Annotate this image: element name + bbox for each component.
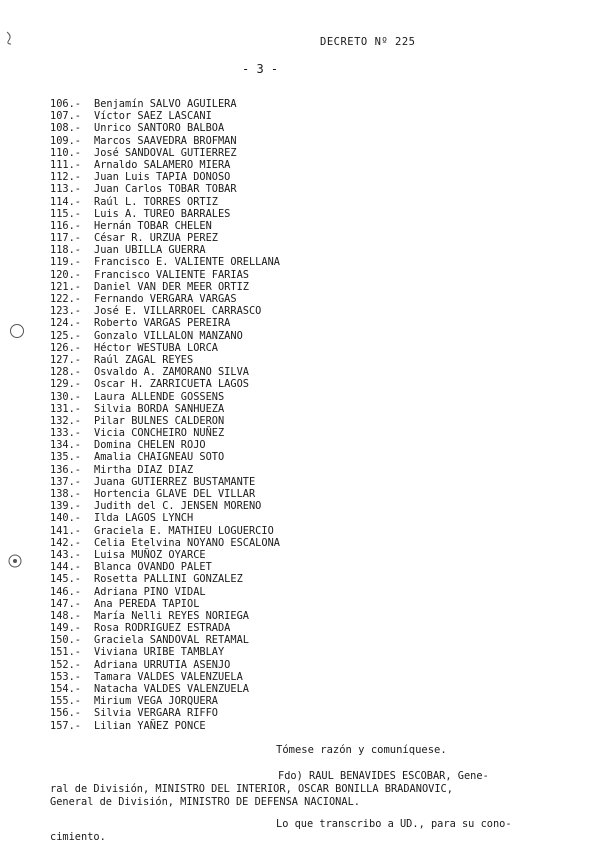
entry-number: 113.- <box>50 183 81 196</box>
decree-reference: DECRETO Nº 225 <box>320 36 416 48</box>
entry-number: 149.- <box>50 622 81 635</box>
entry-number: 156.- <box>50 707 81 720</box>
entry-number: 118.- <box>50 244 81 257</box>
entry-name: Juan Carlos TOBAR TOBAR <box>94 183 237 196</box>
list-item <box>50 305 280 317</box>
entry-number: 143.- <box>50 548 81 561</box>
entry-name: Mirtha DIAZ DIAZ <box>94 463 194 476</box>
list-item <box>50 98 280 110</box>
list-item <box>50 439 280 451</box>
entry-number: 115.- <box>50 207 81 220</box>
entry-name: Graciela SANDOVAL RETAMAL <box>94 634 249 647</box>
entry-number: 126.- <box>50 341 81 354</box>
list-item <box>50 549 280 561</box>
entry-name: Daniel VAN DER MEER ORTIZ <box>94 280 249 293</box>
list-item <box>50 707 280 719</box>
list-item <box>50 659 280 671</box>
entry-name: Héctor WESTUBA LORCA <box>94 341 218 354</box>
entry-number: 138.- <box>50 488 81 500</box>
signature-line: Fdo) RAUL BENAVIDES ESCOBAR, Gene- <box>278 770 489 782</box>
list-item <box>50 256 280 268</box>
list-item <box>50 622 280 634</box>
entry-number: 125.- <box>50 329 81 342</box>
punch-hole-mark <box>6 552 24 570</box>
entry-number: 109.- <box>50 134 81 147</box>
entry-number: 152.- <box>50 658 81 671</box>
list-item <box>50 720 280 732</box>
entry-name: José E. VILLARROEL CARRASCO <box>94 305 262 318</box>
entry-number: 136.- <box>50 463 81 476</box>
entry-name: Viviana URIBE TAMBLAY <box>94 646 225 659</box>
list-item <box>50 391 280 403</box>
entry-number: 142.- <box>50 536 81 549</box>
entry-name: Silvia BORDA SANHUEZA <box>94 402 225 415</box>
entry-name: Oscar H. ZARRICUETA LAGOS <box>94 378 249 391</box>
entry-number: 119.- <box>50 256 81 269</box>
list-item <box>50 330 280 342</box>
entry-number: 145.- <box>50 573 81 586</box>
entry-number: 139.- <box>50 500 81 513</box>
entry-name: Tamara VALDES VALENZUELA <box>94 670 243 683</box>
list-item <box>50 646 280 658</box>
list-item <box>50 159 280 171</box>
entry-number: 147.- <box>50 597 81 610</box>
transmittal-note <box>50 818 550 844</box>
entry-name: Juana GUTIERREZ BUSTAMANTE <box>94 475 256 488</box>
entry-name: Juan UBILLA GUERRA <box>94 244 206 257</box>
entry-number: 112.- <box>50 171 81 184</box>
entry-name: Roberto VARGAS PEREIRA <box>94 317 231 330</box>
entry-number: 114.- <box>50 195 81 208</box>
entry-name: César R. URZUA PEREZ <box>94 232 218 245</box>
entry-name: Luis A. TUREO BARRALES <box>94 207 231 220</box>
entry-number: 107.- <box>50 110 81 123</box>
entry-number: 120.- <box>50 268 81 281</box>
list-item <box>50 135 280 147</box>
entry-number: 128.- <box>50 366 81 379</box>
list-item <box>50 244 280 256</box>
entry-number: 148.- <box>50 609 81 622</box>
list-item <box>50 695 280 707</box>
entry-number: 117.- <box>50 232 81 245</box>
entry-number: 137.- <box>50 475 81 488</box>
entry-name: Francisco VALIENTE FARIAS <box>94 268 249 281</box>
list-item <box>50 415 280 427</box>
entry-name: Graciela E. MATHIEU LOGUERCIO <box>94 524 274 537</box>
list-item <box>50 342 280 354</box>
entry-number: 134.- <box>50 439 81 452</box>
entry-name: Raúl ZAGAL REYES <box>94 353 194 366</box>
entry-name: Francisco E. VALIENTE ORELLANA <box>94 256 280 269</box>
entry-number: 110.- <box>50 146 81 159</box>
entry-number: 157.- <box>50 719 81 732</box>
entry-number: 140.- <box>50 512 81 525</box>
entry-number: 130.- <box>50 390 81 403</box>
list-item <box>50 634 280 646</box>
entry-number: 135.- <box>50 451 81 464</box>
list-item <box>50 403 280 415</box>
entry-name: Celia Etelvina NOYANO ESCALONA <box>94 536 280 549</box>
entry-name: Vicia CONCHEIRO NUÑEZ <box>94 427 225 440</box>
list-item <box>50 671 280 683</box>
punch-hole-mark <box>8 322 26 340</box>
entry-name: Rosa RODRIGUEZ ESTRADA <box>94 622 231 635</box>
punch-hole-mark <box>4 30 18 46</box>
list-item <box>50 378 280 390</box>
entry-number: 129.- <box>50 378 81 391</box>
entry-number: 153.- <box>50 670 81 683</box>
entry-number: 127.- <box>50 353 81 366</box>
entry-name: Mirium VEGA JORQUERA <box>94 695 218 708</box>
entry-name: Adriana URRUTIA ASENJO <box>94 658 231 671</box>
list-item <box>50 281 280 293</box>
list-item <box>50 232 280 244</box>
entry-name: Ana PEREDA TAPIOL <box>94 597 200 610</box>
entry-name: Domina CHELEN ROJO <box>94 439 206 452</box>
page-number: - 3 - <box>242 62 279 76</box>
entry-number: 122.- <box>50 293 81 305</box>
signature-line: General de División, MINISTRO DE DEFENSA NACIONAL. <box>50 796 360 808</box>
entry-name: Ilda LAGOS LYNCH <box>94 512 194 525</box>
list-item <box>50 598 280 610</box>
list-item <box>50 537 280 549</box>
list-item <box>50 366 280 378</box>
entry-name: Arnaldo SALAMERO MIERA <box>94 158 231 171</box>
entry-name: Hortencia GLAVE DEL VILLAR <box>94 488 256 500</box>
entry-number: 131.- <box>50 402 81 415</box>
entry-name: Unrico SANTORO BALBOA <box>94 122 225 135</box>
list-item <box>50 451 280 463</box>
list-item <box>50 573 280 585</box>
list-item <box>50 110 280 122</box>
list-item <box>50 183 280 195</box>
list-item <box>50 196 280 208</box>
entry-number: 121.- <box>50 280 81 293</box>
entry-number: 133.- <box>50 427 81 440</box>
entry-name: Juan Luis TAPIA DONOSO <box>94 171 231 184</box>
entry-name: Amalia CHAIGNEAU SOTO <box>94 451 225 464</box>
entry-number: 141.- <box>50 524 81 537</box>
entry-number: 123.- <box>50 305 81 318</box>
list-item <box>50 500 280 512</box>
list-item <box>50 610 280 622</box>
closing-formula: Tómese razón y comuníquese. <box>276 744 447 756</box>
entry-name: Lilian YAÑEZ PONCE <box>94 719 206 732</box>
list-item <box>50 427 280 439</box>
signature-block <box>50 770 550 809</box>
entry-name: Blanca OVANDO PALET <box>94 561 212 574</box>
entry-number: 116.- <box>50 219 81 232</box>
transmittal-line: cimiento. <box>50 831 106 843</box>
entry-name: Adriana PINO VIDAL <box>94 585 206 598</box>
list-item <box>50 561 280 573</box>
entry-name: Luisa MUÑOZ OYARCE <box>94 548 206 561</box>
entry-name: Víctor SAEZ LASCANI <box>94 110 212 123</box>
entry-name: Benjamín SALVO AGUILERA <box>94 98 237 110</box>
entry-number: 108.- <box>50 122 81 135</box>
list-item <box>50 488 280 500</box>
entry-number: 144.- <box>50 561 81 574</box>
entry-name: Laura ALLENDE GOSSENS <box>94 390 225 403</box>
entry-name: Osvaldo A. ZAMORANO SILVA <box>94 366 249 379</box>
list-item <box>50 525 280 537</box>
list-item <box>50 683 280 695</box>
list-item <box>50 220 280 232</box>
transmittal-line: Lo que transcribo a UD., para su cono- <box>276 818 512 830</box>
entry-number: 106.- <box>50 98 81 110</box>
list-item <box>50 586 280 598</box>
names-list <box>50 98 280 732</box>
entry-name: Silvia VERGARA RIFFO <box>94 707 218 720</box>
entry-number: 146.- <box>50 585 81 598</box>
entry-number: 132.- <box>50 414 81 427</box>
list-item <box>50 354 280 366</box>
entry-number: 111.- <box>50 158 81 171</box>
list-item <box>50 476 280 488</box>
entry-number: 150.- <box>50 634 81 647</box>
list-item <box>50 122 280 134</box>
list-item <box>50 171 280 183</box>
list-item <box>50 208 280 220</box>
list-item <box>50 269 280 281</box>
list-item <box>50 147 280 159</box>
entry-name: Marcos SAAVEDRA BROFMAN <box>94 134 237 147</box>
list-item <box>50 512 280 524</box>
entry-name: Pilar BULNES CALDERON <box>94 414 225 427</box>
entry-name: Natacha VALDES VALENZUELA <box>94 683 249 695</box>
entry-name: José SANDOVAL GUTIERREZ <box>94 146 237 159</box>
signature-line: ral de División, MINISTRO DEL INTERIOR, OSCAR BONILLA BRADANOVIC, <box>50 783 453 795</box>
list-item <box>50 317 280 329</box>
list-item <box>50 293 280 305</box>
entry-name: Judith del C. JENSEN MORENO <box>94 500 262 513</box>
entry-number: 151.- <box>50 646 81 659</box>
entry-name: Hernán TOBAR CHELEN <box>94 219 212 232</box>
entry-name: Raúl L. TORRES ORTIZ <box>94 195 218 208</box>
list-item <box>50 464 280 476</box>
entry-number: 155.- <box>50 695 81 708</box>
entry-name: Fernando VERGARA VARGAS <box>94 293 237 305</box>
entry-number: 124.- <box>50 317 81 330</box>
entry-name: María Nelli REYES NORIEGA <box>94 609 249 622</box>
entry-name: Rosetta PALLINI GONZALEZ <box>94 573 243 586</box>
entry-name: Gonzalo VILLALON MANZANO <box>94 329 243 342</box>
entry-number: 154.- <box>50 683 81 695</box>
